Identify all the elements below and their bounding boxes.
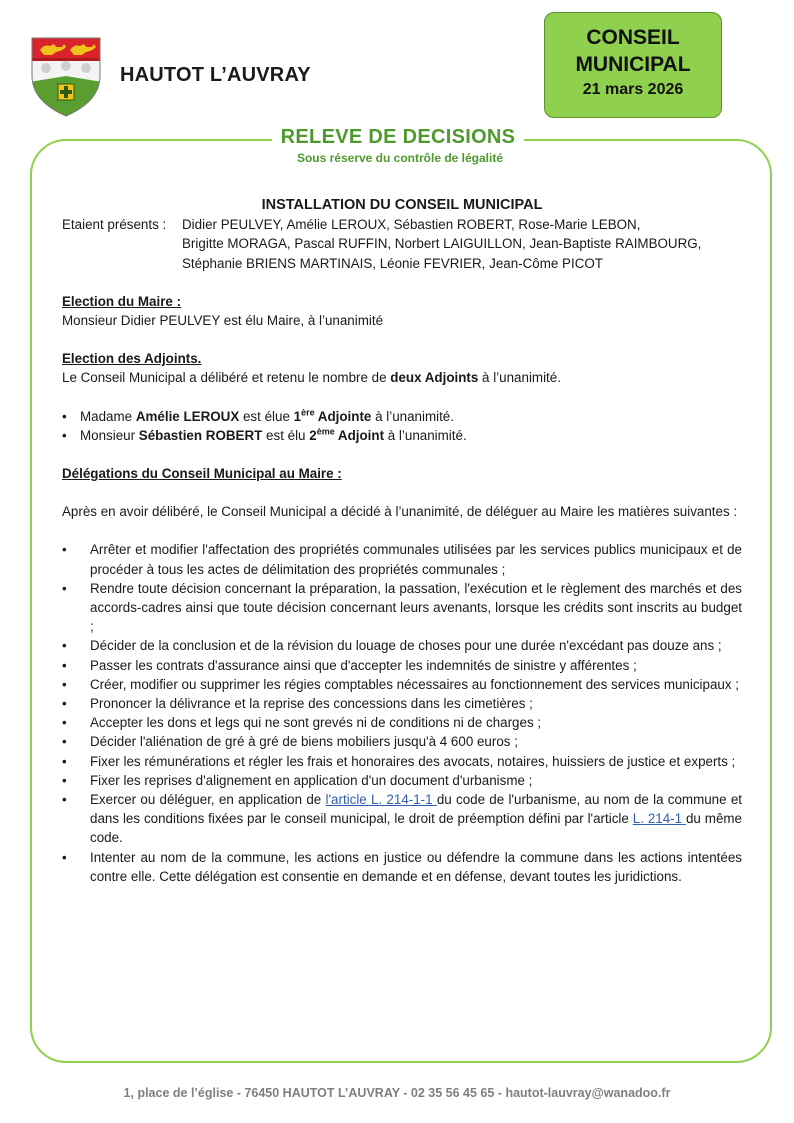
coat-of-arms-icon [30, 36, 102, 118]
list-item: • Créer, modifier ou supprimer les régies comptables nécessaires au fonctionnement des services municipaux ; [62, 675, 742, 694]
attendees-line: Brigitte MORAGA, Pascal RUFFIN, Norbert LAIGUILLON, Jean-Baptiste RAIMBOURG, [182, 236, 702, 252]
list-item: • Monsieur Sébastien ROBERT est élu 2ème Adjoint à l’unanimité. [62, 426, 742, 445]
attendees-block [62, 215, 742, 273]
maire-heading: Election du Maire : [62, 293, 182, 309]
adjoints-list [62, 407, 742, 445]
list-item: • Décider l'aliénation de gré à gré de biens mobiliers jusqu'à 4 600 euros ; [62, 732, 742, 751]
list-item: • Prononcer la délivrance et la reprise des concessions dans les cimetières ; [62, 694, 742, 713]
delegations-heading: Délégations du Conseil Municipal au Maire : [62, 466, 342, 482]
article-l214-1-link[interactable]: L. 214-1 [632, 811, 686, 827]
list-item: • Madame Amélie LEROUX est élue 1ère Adjointe à l’unanimité. [62, 407, 742, 426]
list-item: • Accepter les dons et legs qui ne sont grevés ni de conditions ni de charges ; [62, 713, 742, 732]
attendees-line: Didier PEULVEY, Amélie LEROUX, Sébastien ROBERT, Rose-Marie LEBON, [182, 217, 641, 233]
delegations-list [62, 540, 742, 886]
adjoints-text: Le Conseil Municipal a délibéré et retenu le nombre de deux Adjoints à l’unanimité. [62, 370, 561, 386]
delegations-intro: Après en avoir délibéré, le Conseil Municipal a décidé à l’unanimité, de déléguer au Maire les matières suivantes : [62, 504, 738, 520]
badge-line-2: MUNICIPAL [575, 53, 691, 76]
adjoints-heading: Election des Adjoints. [62, 351, 202, 367]
meeting-date: 21 mars 2026 [582, 81, 684, 98]
attendees-line: Stéphanie BRIENS MARTINAIS, Léonie FEVRIER, Jean-Côme PICOT [182, 255, 603, 271]
list-item: • Fixer les reprises d'alignement en application d'un document d'urbanisme ; [62, 771, 742, 790]
list-item: • Décider de la conclusion et de la révision du louage de choses pour une durée n'excédant pas douze ans ; [62, 636, 742, 655]
list-item: • Intenter au nom de la commune, les actions en justice ou défendre la commune dans les actions intentées contre elle. Cette délégation est consentie en demande et en défense, devant toutes les juridictions. [62, 848, 742, 886]
article-l214-1-1-link[interactable]: l'article L. 214-1-1 [325, 792, 437, 808]
maire-text: Monsieur Didier PEULVEY est élu Maire, à l’unanimité [62, 313, 384, 329]
meeting-badge [544, 12, 722, 118]
frame-title [272, 124, 524, 150]
list-item: • Exercer ou déléguer, en application de l'article L. 214-1-1 du code de l'urbanisme, au nom de la commune et dans les conditions fixées par le conseil municipal, le droit de préemption défini par l'article L. 214-1 du même code. [62, 790, 742, 848]
list-item: • Passer les contrats d'assurance ainsi que d'accepter les indemnités de sinistre y afférentes ; [62, 656, 742, 675]
badge-line-1: CONSEIL [586, 26, 680, 49]
footer-contact: 1, place de l’église - 76450 HAUTOT L’AUVRAY - 02 35 56 45 65 - hautot-lauvray@wanadoo.fr [123, 1086, 671, 1100]
list-item: • Fixer les rémunérations et régler les frais et honoraires des avocats, notaires, huissiers de justice et experts ; [62, 752, 742, 771]
list-item: • Arrêter et modifier l'affectation des propriétés communales utilisées par les services publics municipaux et de procéder à tous les actes de délimitation des propriétés communales ; [62, 540, 742, 578]
attendees-list [182, 215, 742, 273]
attendees-label: Etaient présents : [62, 217, 167, 233]
section-title: INSTALLATION DU CONSEIL MUNICIPAL [261, 197, 543, 213]
document-body [62, 196, 742, 886]
legality-notice: Sous réserve du contrôle de légalité [296, 151, 504, 165]
list-item: • Rendre toute décision concernant la préparation, la passation, l'exécution et le règlement des marchés et des accords-cadres ainsi que toute décision concernant leurs avenants, lorsque les crédits sont inscrits au budget ; [62, 579, 742, 637]
document-type-title: RELEVE DE DECISIONS [280, 126, 516, 148]
commune-name: HAUTOT L’AUVRAY [120, 64, 311, 86]
